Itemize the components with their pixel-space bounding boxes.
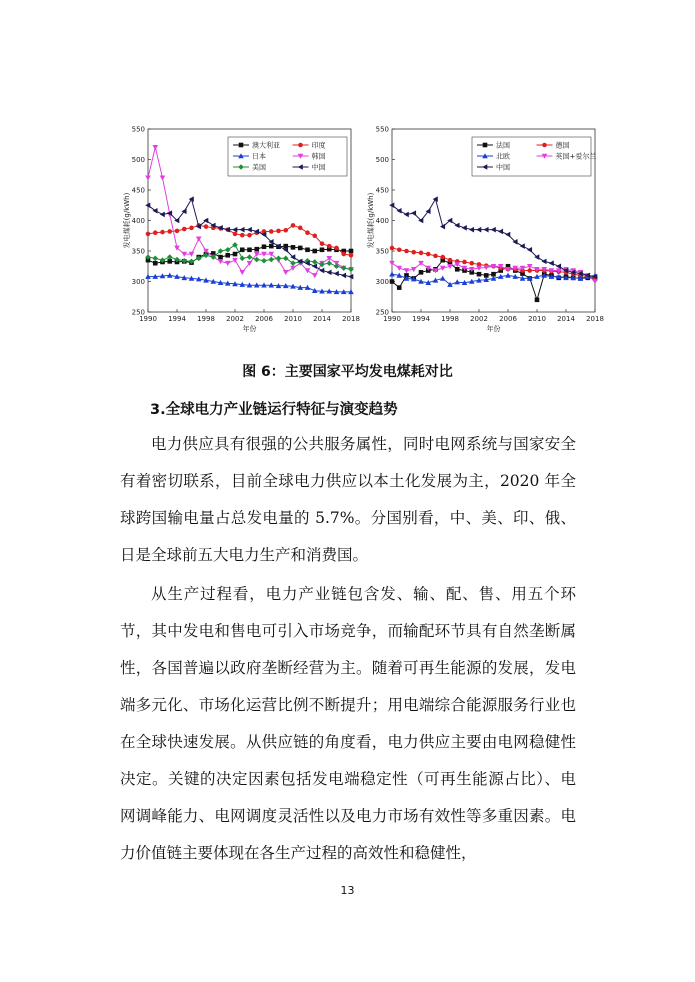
chart-right-ytick-label: 550	[375, 125, 389, 134]
chart-left-data-point	[152, 145, 158, 150]
chart-right-data-point	[498, 229, 503, 235]
chart-right-data-point	[440, 255, 445, 260]
chart-left-data-point	[283, 270, 289, 275]
chart-left-data-point	[160, 212, 165, 218]
chart-right-data-point	[433, 254, 438, 259]
chart-right-xtick-label: 2006	[499, 315, 517, 323]
chart-left-data-point	[225, 253, 230, 258]
chart-right-xtick-label: 2010	[528, 315, 546, 323]
chart-right-data-point	[404, 268, 410, 273]
chart-left-xtick-label: 2006	[255, 315, 273, 323]
chart-left-data-point	[312, 233, 317, 238]
chart-left-data-point	[160, 176, 166, 181]
chart-left-legend	[228, 137, 347, 176]
chart-left-data-point	[312, 273, 318, 278]
chart-left-data-point	[269, 229, 274, 234]
chart-left-data-point	[218, 255, 223, 260]
chart-left-xtick-label: 2002	[226, 315, 244, 323]
chart-right-data-point	[535, 298, 540, 303]
chart-left-data-point	[167, 254, 173, 260]
chart-left-data-point	[182, 227, 187, 232]
chart-left-data-point	[189, 196, 194, 202]
chart-right-data-point	[592, 279, 598, 284]
chart-left-data-point	[326, 256, 332, 261]
chart-right-data-point	[419, 251, 424, 256]
chart-right-xtick-label: 1998	[441, 315, 459, 323]
chart-right-data-point	[462, 260, 467, 265]
chart-left-series-3	[145, 273, 354, 295]
chart-left-data-point	[269, 244, 274, 249]
chart-right-legend-label: 北欧	[496, 152, 510, 161]
chart-left-xtick-label: 1998	[197, 315, 215, 323]
chart-left-ytick-label: 550	[131, 125, 145, 134]
chart-left-data-point	[175, 229, 180, 234]
chart-right-data-point	[389, 261, 395, 266]
chart-left-data-point	[291, 245, 296, 250]
chart-left-data-point	[326, 270, 331, 276]
chart-left-data-point	[247, 254, 253, 260]
chart-left-data-point	[305, 268, 311, 273]
paragraph-2: 从生产过程看，电力产业链包含发、输、配、售、用五个环节，其中发电和售电可引入市场竞争，而输配环节具有自然垄断属性，各国普遍以政府垄断经营为主。随着可再生能源的发展，发电端多元化、市场化运营比例不断提升；用电端综合能源服务行业也在全球快速发展。从供应链的角度看，电力供应主要由电网稳健性决定。关键的决定因素包括发电端稳定性（可再生能源占比）、电网调峰能力、电网调度灵活性以及电力市场有效性等多重因素。电力价值链主要体现在各生产过程的高效性和稳健性，	[120, 585, 576, 862]
chart-left-data-point	[232, 227, 237, 233]
chart-left-ytick-label: 500	[131, 156, 145, 164]
chart-right-data-point	[448, 258, 453, 263]
chart-left-data-point	[283, 228, 288, 233]
chart-right-data-point	[520, 243, 525, 249]
chart-right-data-point	[541, 259, 546, 265]
chart-right-data-point	[433, 196, 438, 202]
chart-left-data-point	[291, 223, 296, 228]
chart-left-data-point	[247, 227, 252, 233]
chart-right-data-point	[411, 210, 416, 216]
chart-right-legend-label: 法国	[496, 141, 510, 150]
chart-left-ytick-label: 300	[131, 278, 145, 286]
chart-left-data-point	[225, 247, 231, 253]
chart-left-svg	[118, 118, 360, 348]
chart-left-data-point	[233, 232, 238, 237]
chart-left-xaxis-label: 年份	[242, 325, 257, 333]
chart-left-legend-label: 韩国	[311, 152, 326, 161]
chart-left-data-point	[240, 233, 245, 238]
chart-left-data-point	[298, 226, 303, 231]
chart-left-data-point	[204, 224, 209, 229]
chart-right-data-point	[469, 227, 474, 233]
chart-right-ytick-label: 400	[375, 217, 389, 225]
chart-left-data-point	[239, 256, 245, 262]
chart-left-legend-marker	[239, 143, 244, 148]
chart-left-data-point	[261, 258, 267, 264]
chart-left-data-point	[239, 227, 244, 233]
chart-left-yaxis-label: 发电煤耗(g/kWh)	[123, 192, 131, 249]
chart-left-data-point	[349, 253, 354, 258]
chart-right-data-point	[469, 261, 474, 266]
chart-right-data-point	[440, 276, 446, 281]
chart-left-xtick-label: 2018	[342, 315, 360, 323]
chart-right-data-point	[476, 227, 481, 233]
chart-right-data-point	[505, 232, 510, 238]
chart-right-svg	[362, 118, 604, 348]
chart-left-data-point	[189, 226, 194, 231]
chart-left-xtick-label: 1990	[139, 315, 157, 323]
chart-left-data-point	[145, 176, 151, 181]
figure-caption: 图 6：主要国家平均发电煤耗对比	[242, 364, 453, 380]
chart-right-ytick-label: 500	[375, 156, 389, 164]
chart-left-data-point	[160, 230, 165, 235]
chart-left-data-point	[247, 233, 252, 238]
chart-left-data-point	[153, 230, 158, 235]
chart-left-data-point	[225, 261, 231, 266]
chart-left-data-point	[153, 261, 158, 266]
chart-left-legend-label: 澳大利亚	[252, 141, 280, 150]
chart-left-data-point	[341, 252, 346, 257]
chart-right-data-point	[390, 279, 395, 284]
chart-left-data-point	[254, 247, 259, 252]
chart-right-ytick-label: 450	[375, 186, 389, 195]
chart-right-legend-marker	[483, 143, 488, 148]
chart-left-data-point	[268, 257, 274, 263]
chart-left-data-point	[239, 270, 245, 275]
chart-right-data-point	[419, 270, 424, 275]
chart-left-data-point	[327, 244, 332, 249]
chart-left-data-point	[305, 230, 310, 235]
chart-right-data-point	[390, 246, 395, 251]
chart-left-data-point	[334, 246, 339, 251]
chart-right-data-point	[491, 227, 496, 233]
chart-right-legend-label: 德国	[555, 141, 570, 150]
chart-right-data-point	[426, 252, 431, 257]
chart-right-data-point	[549, 260, 554, 266]
chart-right-data-point	[462, 225, 467, 231]
chart-right-data-point	[397, 285, 402, 290]
chart-left-ytick-label: 450	[131, 186, 145, 195]
chart-right-yaxis-label: 发电煤耗(g/kWh)	[367, 192, 375, 249]
chart-right-legend-label: 中国	[496, 163, 510, 172]
chart-left-legend-label: 日本	[252, 152, 266, 161]
chart-right-data-point	[397, 247, 402, 252]
chart-left-legend-label: 中国	[311, 163, 326, 172]
chart-left-data-point	[232, 242, 238, 248]
chart-right-legend	[472, 137, 596, 176]
chart-left-data-point	[341, 273, 346, 279]
chart-left-ytick-label: 250	[131, 308, 145, 317]
chart-left-data-point	[334, 271, 339, 277]
chart-right-data-point	[455, 267, 460, 272]
chart-left	[118, 118, 360, 348]
chart-left-data-point	[298, 246, 303, 251]
chart-left-data-point	[254, 257, 260, 263]
chart-right-data-point	[389, 271, 395, 276]
chart-right-ytick-label: 300	[375, 278, 389, 286]
chart-right-xtick-label: 2018	[586, 315, 604, 323]
chart-left-data-point	[262, 244, 267, 249]
chart-right	[362, 118, 604, 348]
chart-right-data-point	[411, 250, 416, 255]
chart-left-data-point	[312, 249, 317, 254]
chart-right-legend-marker	[542, 143, 547, 148]
chart-right-ytick-label: 350	[375, 247, 389, 256]
chart-left-data-point	[240, 247, 245, 252]
chart-right-data-point	[483, 227, 488, 233]
chart-left-xtick-label: 2010	[284, 315, 302, 323]
chart-left-data-point	[167, 229, 172, 234]
chart-right-data-point	[404, 212, 409, 218]
chart-left-data-point	[290, 260, 296, 266]
chart-left-data-point	[305, 247, 310, 252]
chart-left-data-point	[247, 247, 252, 252]
chart-left-data-point	[233, 252, 238, 257]
chart-right-data-point	[477, 272, 482, 277]
paragraph-1: 电力供应具有很强的公共服务属性，同时电网系统与国家安全有着密切联系，目前全球电力供应以本土化发展为主，2020 年全球跨国输电量占总发电量的 5.7%。分国别看，中、美、印、俄、日是全球前五大电力生产和消费国。	[120, 435, 576, 564]
chart-left-data-point	[232, 258, 238, 263]
chart-right-legend-label: 英国+爱尔兰	[555, 152, 597, 161]
chart-left-data-point	[196, 237, 202, 242]
chart-left-legend-label: 印度	[311, 141, 326, 150]
chart-left-data-point	[152, 256, 158, 262]
chart-left-data-point	[276, 229, 281, 234]
chart-right-ytick-label: 250	[375, 308, 389, 317]
chart-left-ytick-label: 400	[131, 217, 145, 225]
chart-right-data-point	[556, 263, 561, 269]
chart-right-xtick-label: 2014	[557, 315, 575, 323]
chart-left-data-point	[320, 247, 325, 252]
chart-right-xtick-label: 1990	[383, 315, 401, 323]
chart-right-xtick-label: 2002	[470, 315, 488, 323]
chart-left-xtick-label: 2014	[313, 315, 331, 323]
chart-left-ytick-label: 350	[131, 247, 145, 256]
chart-right-data-point	[527, 247, 532, 253]
chart-left-data-point	[290, 266, 296, 271]
chart-left-data-point	[276, 256, 282, 262]
chart-left-data-point	[349, 249, 354, 254]
chart-left-data-point	[326, 260, 332, 266]
chart-right-data-point	[505, 273, 511, 278]
chart-left-data-point	[146, 232, 151, 237]
chart-left-legend-marker	[298, 143, 303, 148]
page-number: 13	[340, 884, 355, 897]
chart-left-data-point	[283, 256, 289, 262]
chart-left-data-point	[319, 268, 324, 274]
chart-left-xtick-label: 1994	[168, 315, 186, 323]
section-heading: 3.全球电力产业链运行特征与演变趋势	[150, 402, 398, 418]
chart-right-xaxis-label: 年份	[486, 325, 501, 333]
chart-left-data-point	[320, 241, 325, 246]
chart-right-xtick-label: 1994	[412, 315, 430, 323]
chart-left-legend-label: 美国	[252, 163, 266, 172]
chart-right-data-point	[404, 249, 409, 254]
